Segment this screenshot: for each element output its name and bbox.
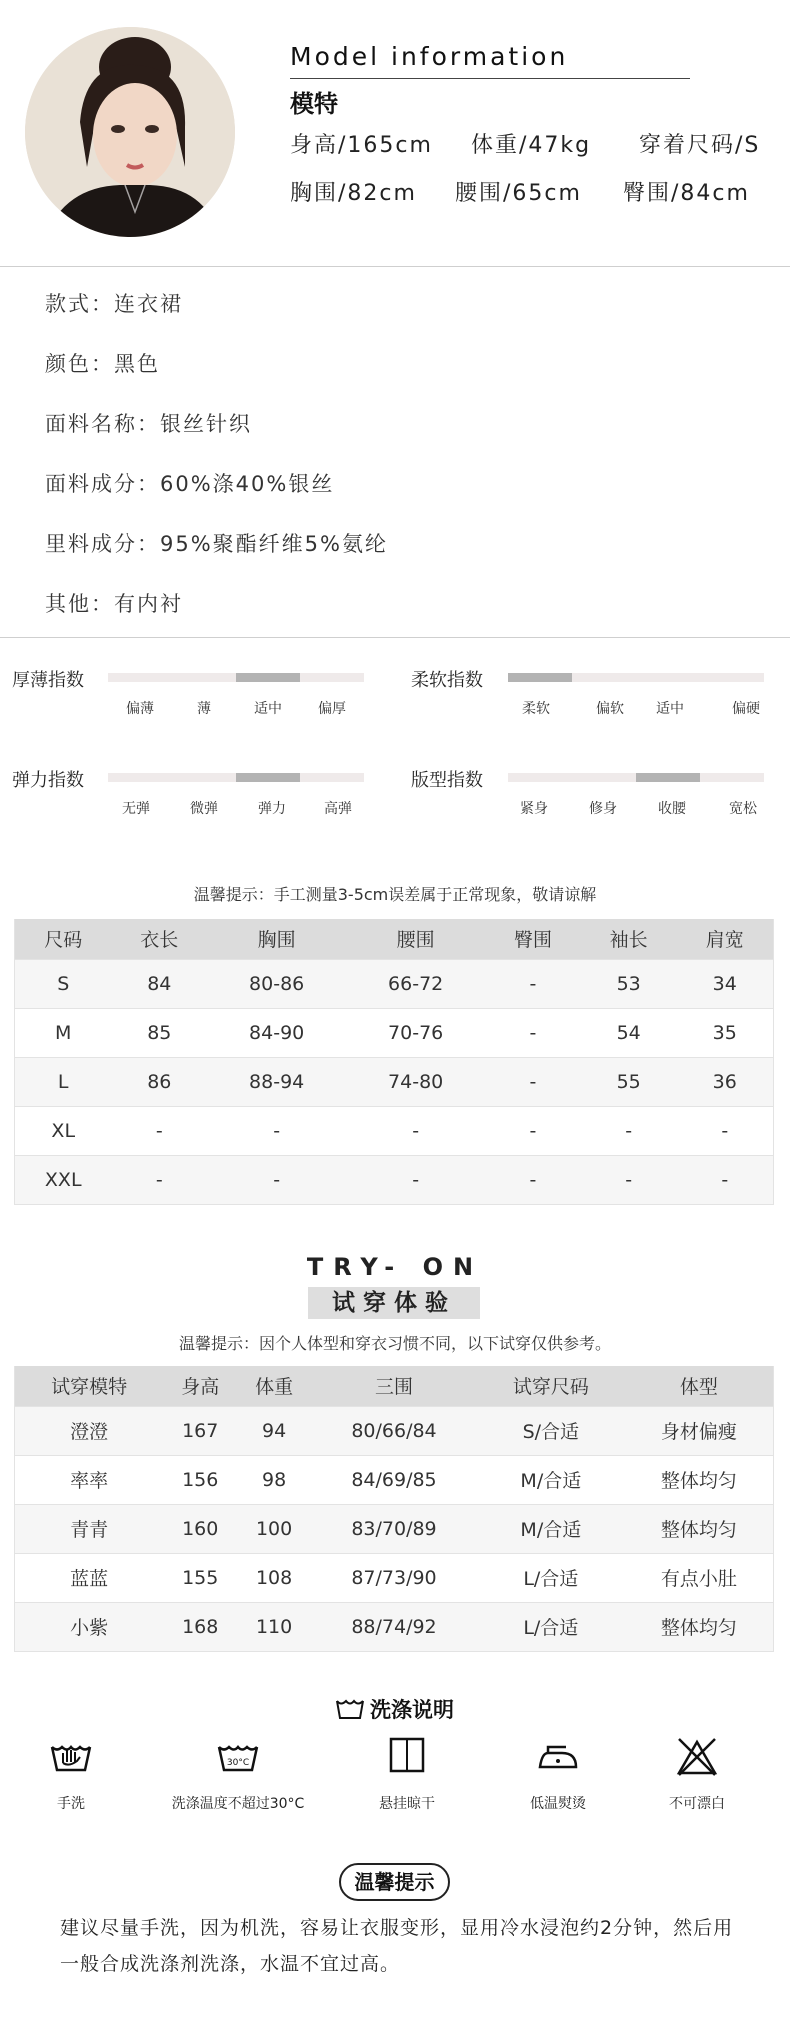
table-row <box>15 1455 774 1504</box>
no-bleach-icon <box>675 1737 719 1777</box>
index-tick: 收腰 <box>658 801 686 817</box>
index-fill <box>636 773 700 782</box>
model-waist: 腰围/65cm <box>455 181 582 206</box>
table-cell: - <box>207 1106 346 1155</box>
table-cell: 80/66/84 <box>311 1406 477 1455</box>
wash-label: 低温熨烫 <box>530 1796 586 1812</box>
table-cell: - <box>677 1106 774 1155</box>
table-header: 体重 <box>237 1366 311 1406</box>
table-row <box>15 1106 774 1155</box>
table-cell: 澄澄 <box>15 1406 164 1455</box>
table-cell: 87/73/90 <box>311 1553 477 1602</box>
tryon-tip: 温馨提示：因个人体型和穿衣习惯不同，以下试穿仅供参考。 <box>178 1334 611 1353</box>
table-header: 袖长 <box>581 919 677 959</box>
table-header: 胸围 <box>207 919 346 959</box>
table-cell: L <box>15 1057 112 1106</box>
table-cell: 110 <box>237 1602 311 1651</box>
wash-30-icon <box>216 1737 260 1773</box>
table-cell: - <box>111 1106 207 1155</box>
table-cell: 88-94 <box>207 1057 346 1106</box>
index-tick: 适中 <box>656 701 684 717</box>
table-cell: 98 <box>237 1455 311 1504</box>
tryon-title-cn: 试穿体验 <box>308 1287 480 1319</box>
table-cell: 53 <box>581 959 677 1008</box>
table-cell: 36 <box>677 1057 774 1106</box>
table-cell: 83/70/89 <box>311 1504 477 1553</box>
table-row <box>15 1155 774 1204</box>
wash-label: 悬挂晾干 <box>379 1796 435 1812</box>
table-cell: 小紫 <box>15 1602 164 1651</box>
table-header: 臀围 <box>485 919 581 959</box>
table-header-row <box>15 919 774 959</box>
table-cell: - <box>207 1155 346 1204</box>
table-cell: - <box>581 1106 677 1155</box>
model-weight: 体重/47kg <box>471 133 592 158</box>
wash-label: 洗涤温度不超过30°C <box>171 1796 305 1812</box>
index-tick: 修身 <box>589 801 617 817</box>
table-cell: 155 <box>163 1553 237 1602</box>
index-tick: 偏软 <box>596 701 624 717</box>
wash-item-hand-wash <box>0 1737 151 1813</box>
wash-title <box>0 1694 790 1724</box>
table-cell: - <box>677 1155 774 1204</box>
model-hip: 臀围/84cm <box>623 181 750 206</box>
index-track-elasticity <box>108 773 364 782</box>
index-tick: 薄 <box>197 701 211 717</box>
table-cell: 整体均匀 <box>625 1504 774 1553</box>
table-cell: 70-76 <box>346 1008 485 1057</box>
tryon-title-en: TRY- ON <box>306 1253 484 1281</box>
index-track-thickness <box>108 673 364 682</box>
index-tick: 微弹 <box>190 801 218 817</box>
reminder-pill: 温馨提示 <box>339 1863 450 1901</box>
table-cell: 156 <box>163 1455 237 1504</box>
index-tick: 偏薄 <box>126 701 154 717</box>
index-label-thickness: 厚薄指数 <box>12 670 84 691</box>
wash-label: 不可漂白 <box>669 1796 725 1812</box>
table-cell: - <box>485 1057 581 1106</box>
table-cell: 整体均匀 <box>625 1455 774 1504</box>
table-row <box>15 1553 774 1602</box>
title-underline <box>290 78 690 79</box>
table-cell: 蓝蓝 <box>15 1553 164 1602</box>
wash-label: 手洗 <box>57 1796 85 1812</box>
wash-item-30c <box>158 1737 318 1813</box>
model-info-subtitle: 模特 <box>290 90 338 118</box>
table-cell: L/合适 <box>477 1602 625 1651</box>
table-cell: M/合适 <box>477 1455 625 1504</box>
table-cell: 100 <box>237 1504 311 1553</box>
section-divider <box>0 637 790 638</box>
table-cell: - <box>346 1106 485 1155</box>
model-info-section <box>0 0 790 266</box>
wash-basin-icon <box>336 1698 364 1720</box>
index-track-fit <box>508 773 764 782</box>
spec-lining-composition: 里料成分：95%聚酯纤维5%氨纶 <box>45 532 388 556</box>
table-cell: 86 <box>111 1057 207 1106</box>
model-photo-icon <box>25 27 235 237</box>
hang-dry-icon <box>385 1737 429 1773</box>
model-height: 身高/165cm <box>290 133 433 158</box>
table-header: 试穿模特 <box>15 1366 164 1406</box>
index-label-softness: 柔软指数 <box>411 670 483 691</box>
table-header: 试穿尺码 <box>477 1366 625 1406</box>
table-header: 体型 <box>625 1366 774 1406</box>
index-fill <box>236 773 300 782</box>
model-info-title: Model information <box>290 42 569 71</box>
size-table <box>14 919 774 1205</box>
table-cell: 108 <box>237 1553 311 1602</box>
table-cell: 167 <box>163 1406 237 1455</box>
table-cell: 身材偏瘦 <box>625 1406 774 1455</box>
table-cell: 55 <box>581 1057 677 1106</box>
table-cell: - <box>346 1155 485 1204</box>
wash-title-text: 洗涤说明 <box>370 1698 454 1722</box>
table-cell: 160 <box>163 1504 237 1553</box>
table-row <box>15 959 774 1008</box>
table-cell: 66-72 <box>346 959 485 1008</box>
table-cell: 168 <box>163 1602 237 1651</box>
table-row <box>15 1008 774 1057</box>
table-row <box>15 1602 774 1651</box>
index-track-softness <box>508 673 764 682</box>
hand-wash-icon <box>49 1737 93 1773</box>
table-cell: 94 <box>237 1406 311 1455</box>
spec-fabric-name: 面料名称：银丝针织 <box>45 412 252 436</box>
size-table-tip: 温馨提示：手工测量3-5cm误差属于正常现象，敬请谅解 <box>193 885 597 904</box>
model-avatar <box>25 27 235 237</box>
table-cell: 84/69/85 <box>311 1455 477 1504</box>
wash-item-no-bleach <box>617 1737 777 1813</box>
table-cell: 35 <box>677 1008 774 1057</box>
model-size: 穿着尺码/S <box>639 133 761 158</box>
wash-item-hang-dry <box>327 1737 487 1813</box>
table-header: 三围 <box>311 1366 477 1406</box>
index-tick: 柔软 <box>522 701 550 717</box>
table-header: 肩宽 <box>677 919 774 959</box>
table-cell: - <box>485 1155 581 1204</box>
table-header: 衣长 <box>111 919 207 959</box>
table-cell: 74-80 <box>346 1057 485 1106</box>
spec-other: 其他：有内衬 <box>45 592 183 616</box>
table-row <box>15 1406 774 1455</box>
table-cell: 整体均匀 <box>625 1602 774 1651</box>
table-cell: - <box>581 1155 677 1204</box>
table-cell: 80-86 <box>207 959 346 1008</box>
table-cell: 有点小肚 <box>625 1553 774 1602</box>
index-tick: 无弹 <box>122 801 150 817</box>
index-fill <box>508 673 572 682</box>
table-cell: 34 <box>677 959 774 1008</box>
table-cell: 85 <box>111 1008 207 1057</box>
table-cell: M/合适 <box>477 1504 625 1553</box>
table-cell: XXL <box>15 1155 112 1204</box>
table-cell: - <box>485 1008 581 1057</box>
table-header-row <box>15 1366 774 1406</box>
table-row <box>15 1057 774 1106</box>
spec-style: 款式：连衣裙 <box>45 292 183 316</box>
table-cell: XL <box>15 1106 112 1155</box>
index-fill <box>236 673 300 682</box>
reminder-text: 建议尽量手洗，因为机洗，容易让衣服变形，显用冷水浸泡约2分钟，然后用一般合成洗涤剂洗涤，水温不宜过高。 <box>60 1917 734 1975</box>
spec-fabric-composition: 面料成分：60%涤40%银丝 <box>45 472 335 496</box>
wash-item-low-iron <box>478 1737 638 1813</box>
index-tick: 紧身 <box>520 801 548 817</box>
table-cell: 84 <box>111 959 207 1008</box>
index-label-fit: 版型指数 <box>411 770 483 791</box>
index-tick: 偏硬 <box>732 701 760 717</box>
table-cell: - <box>485 1106 581 1155</box>
index-tick: 适中 <box>254 701 282 717</box>
table-cell: 率率 <box>15 1455 164 1504</box>
table-cell: M <box>15 1008 112 1057</box>
tryon-table <box>14 1366 774 1652</box>
table-cell: 88/74/92 <box>311 1602 477 1651</box>
table-cell: 青青 <box>15 1504 164 1553</box>
index-tick: 高弹 <box>324 801 352 817</box>
table-header: 身高 <box>163 1366 237 1406</box>
low-iron-icon <box>536 1737 580 1773</box>
index-label-elasticity: 弹力指数 <box>12 770 84 791</box>
table-header: 尺码 <box>15 919 112 959</box>
table-cell: L/合适 <box>477 1553 625 1602</box>
table-cell: 54 <box>581 1008 677 1057</box>
table-header: 腰围 <box>346 919 485 959</box>
section-divider <box>0 266 790 267</box>
model-bust: 胸围/82cm <box>290 181 417 206</box>
index-tick: 弹力 <box>258 801 286 817</box>
wash-temp-text: 30°C <box>226 1758 250 1768</box>
table-row <box>15 1504 774 1553</box>
table-cell: - <box>485 959 581 1008</box>
table-cell: S <box>15 959 112 1008</box>
table-cell: - <box>111 1155 207 1204</box>
spec-color: 颜色：黑色 <box>45 352 160 376</box>
table-cell: 84-90 <box>207 1008 346 1057</box>
index-tick: 宽松 <box>729 801 757 817</box>
index-tick: 偏厚 <box>318 701 346 717</box>
table-cell: S/合适 <box>477 1406 625 1455</box>
